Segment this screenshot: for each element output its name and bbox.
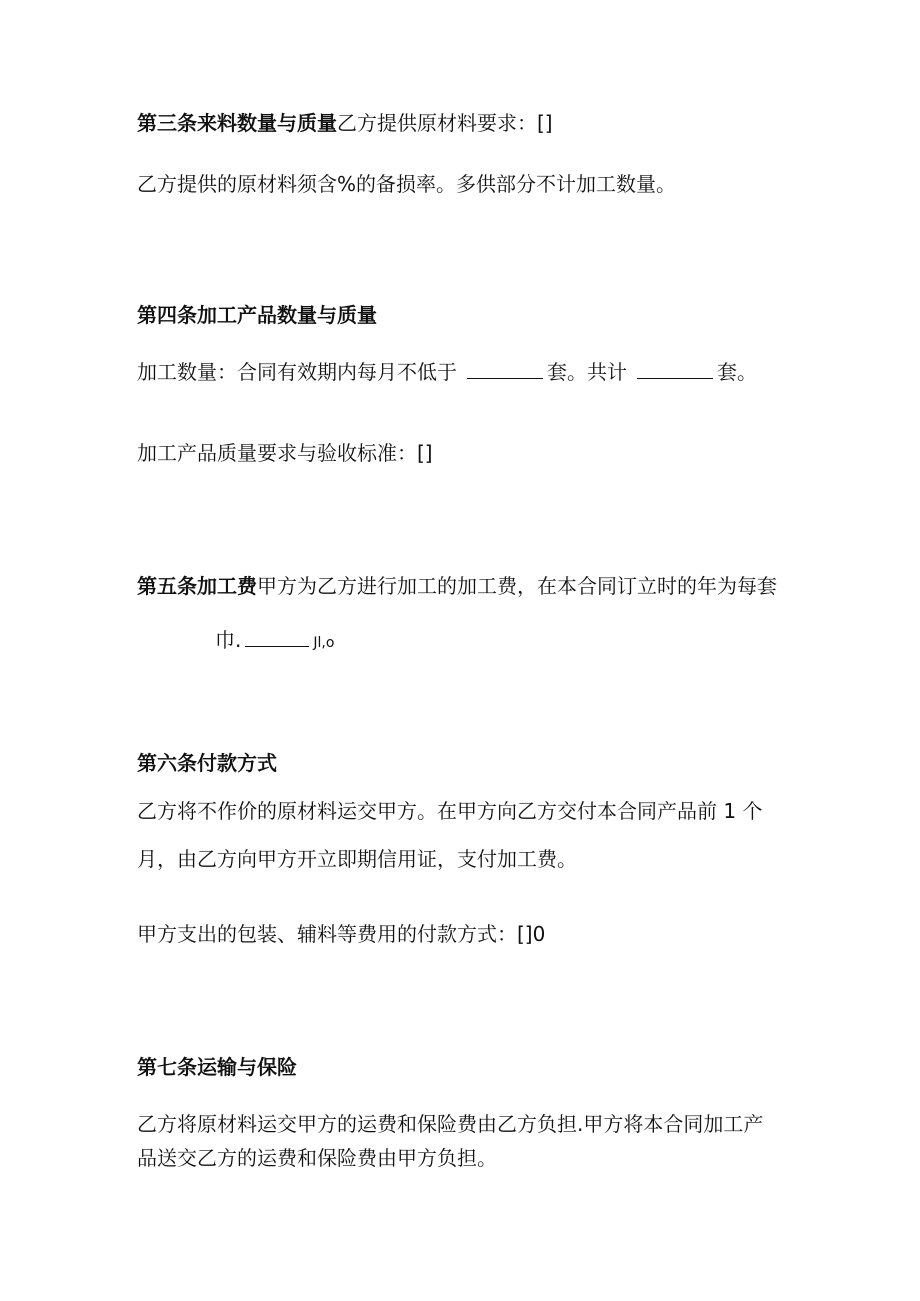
- monthly-quantity-blank[interactable]: [467, 360, 543, 379]
- article-7-paragraph-line-2: 品送交乙方的运费和保险费由甲方负担。: [137, 1146, 497, 1170]
- article-6-title: 第六条付款方式: [137, 751, 277, 775]
- article-5-title: 第五条加工费: [137, 574, 257, 598]
- article-3-heading: [137, 109, 553, 137]
- article-4-quantity-line: [137, 358, 757, 386]
- article-5-fee-line: [215, 626, 334, 657]
- quantity-unit-end: 套。: [717, 360, 757, 384]
- article-4-quality-standard: 加工产品质量要求与验收标准：[]: [137, 441, 433, 465]
- fee-amount-blank[interactable]: [245, 628, 309, 647]
- article-3-material-requirement: 乙方提供原材料要求：[]: [337, 111, 553, 135]
- article-7-title: 第七条运输与保险: [137, 1055, 297, 1079]
- quantity-unit-total: 套。共计: [547, 360, 627, 384]
- article-6-packaging-payment: 甲方支出的包装、辅料等费用的付款方式：[]0: [137, 922, 546, 946]
- fee-currency-mark: 巾.: [215, 628, 242, 652]
- article-5-fee-text: 甲方为乙方进行加工的加工费，在本合同订立时的年为每套: [257, 574, 777, 598]
- article-5-heading: [137, 572, 777, 600]
- article-6-paragraph-line-1: 乙方将不作价的原材料运交甲方。在甲方向乙方交付本合同产品前 1 个: [137, 799, 763, 823]
- article-4-title: 第四条加工产品数量与质量: [137, 303, 377, 327]
- article-6-paragraph-line-2: 月，由乙方向甲方开立即期信用证，支付加工费。: [137, 847, 577, 871]
- total-quantity-blank[interactable]: [637, 360, 713, 379]
- article-3-loss-rate: 乙方提供的原材料须含%的备损率。多供部分不计加工数量。: [137, 172, 677, 196]
- fee-unit-mark: Jl,o: [313, 635, 335, 651]
- article-3-title: 第三条来料数量与质量: [137, 111, 337, 135]
- article-7-paragraph-line-1: 乙方将原材料运交甲方的运费和保险费由乙方负担.甲方将本合同加工产: [137, 1112, 764, 1136]
- quantity-label: 加工数量：合同有效期内每月不低于: [137, 360, 457, 384]
